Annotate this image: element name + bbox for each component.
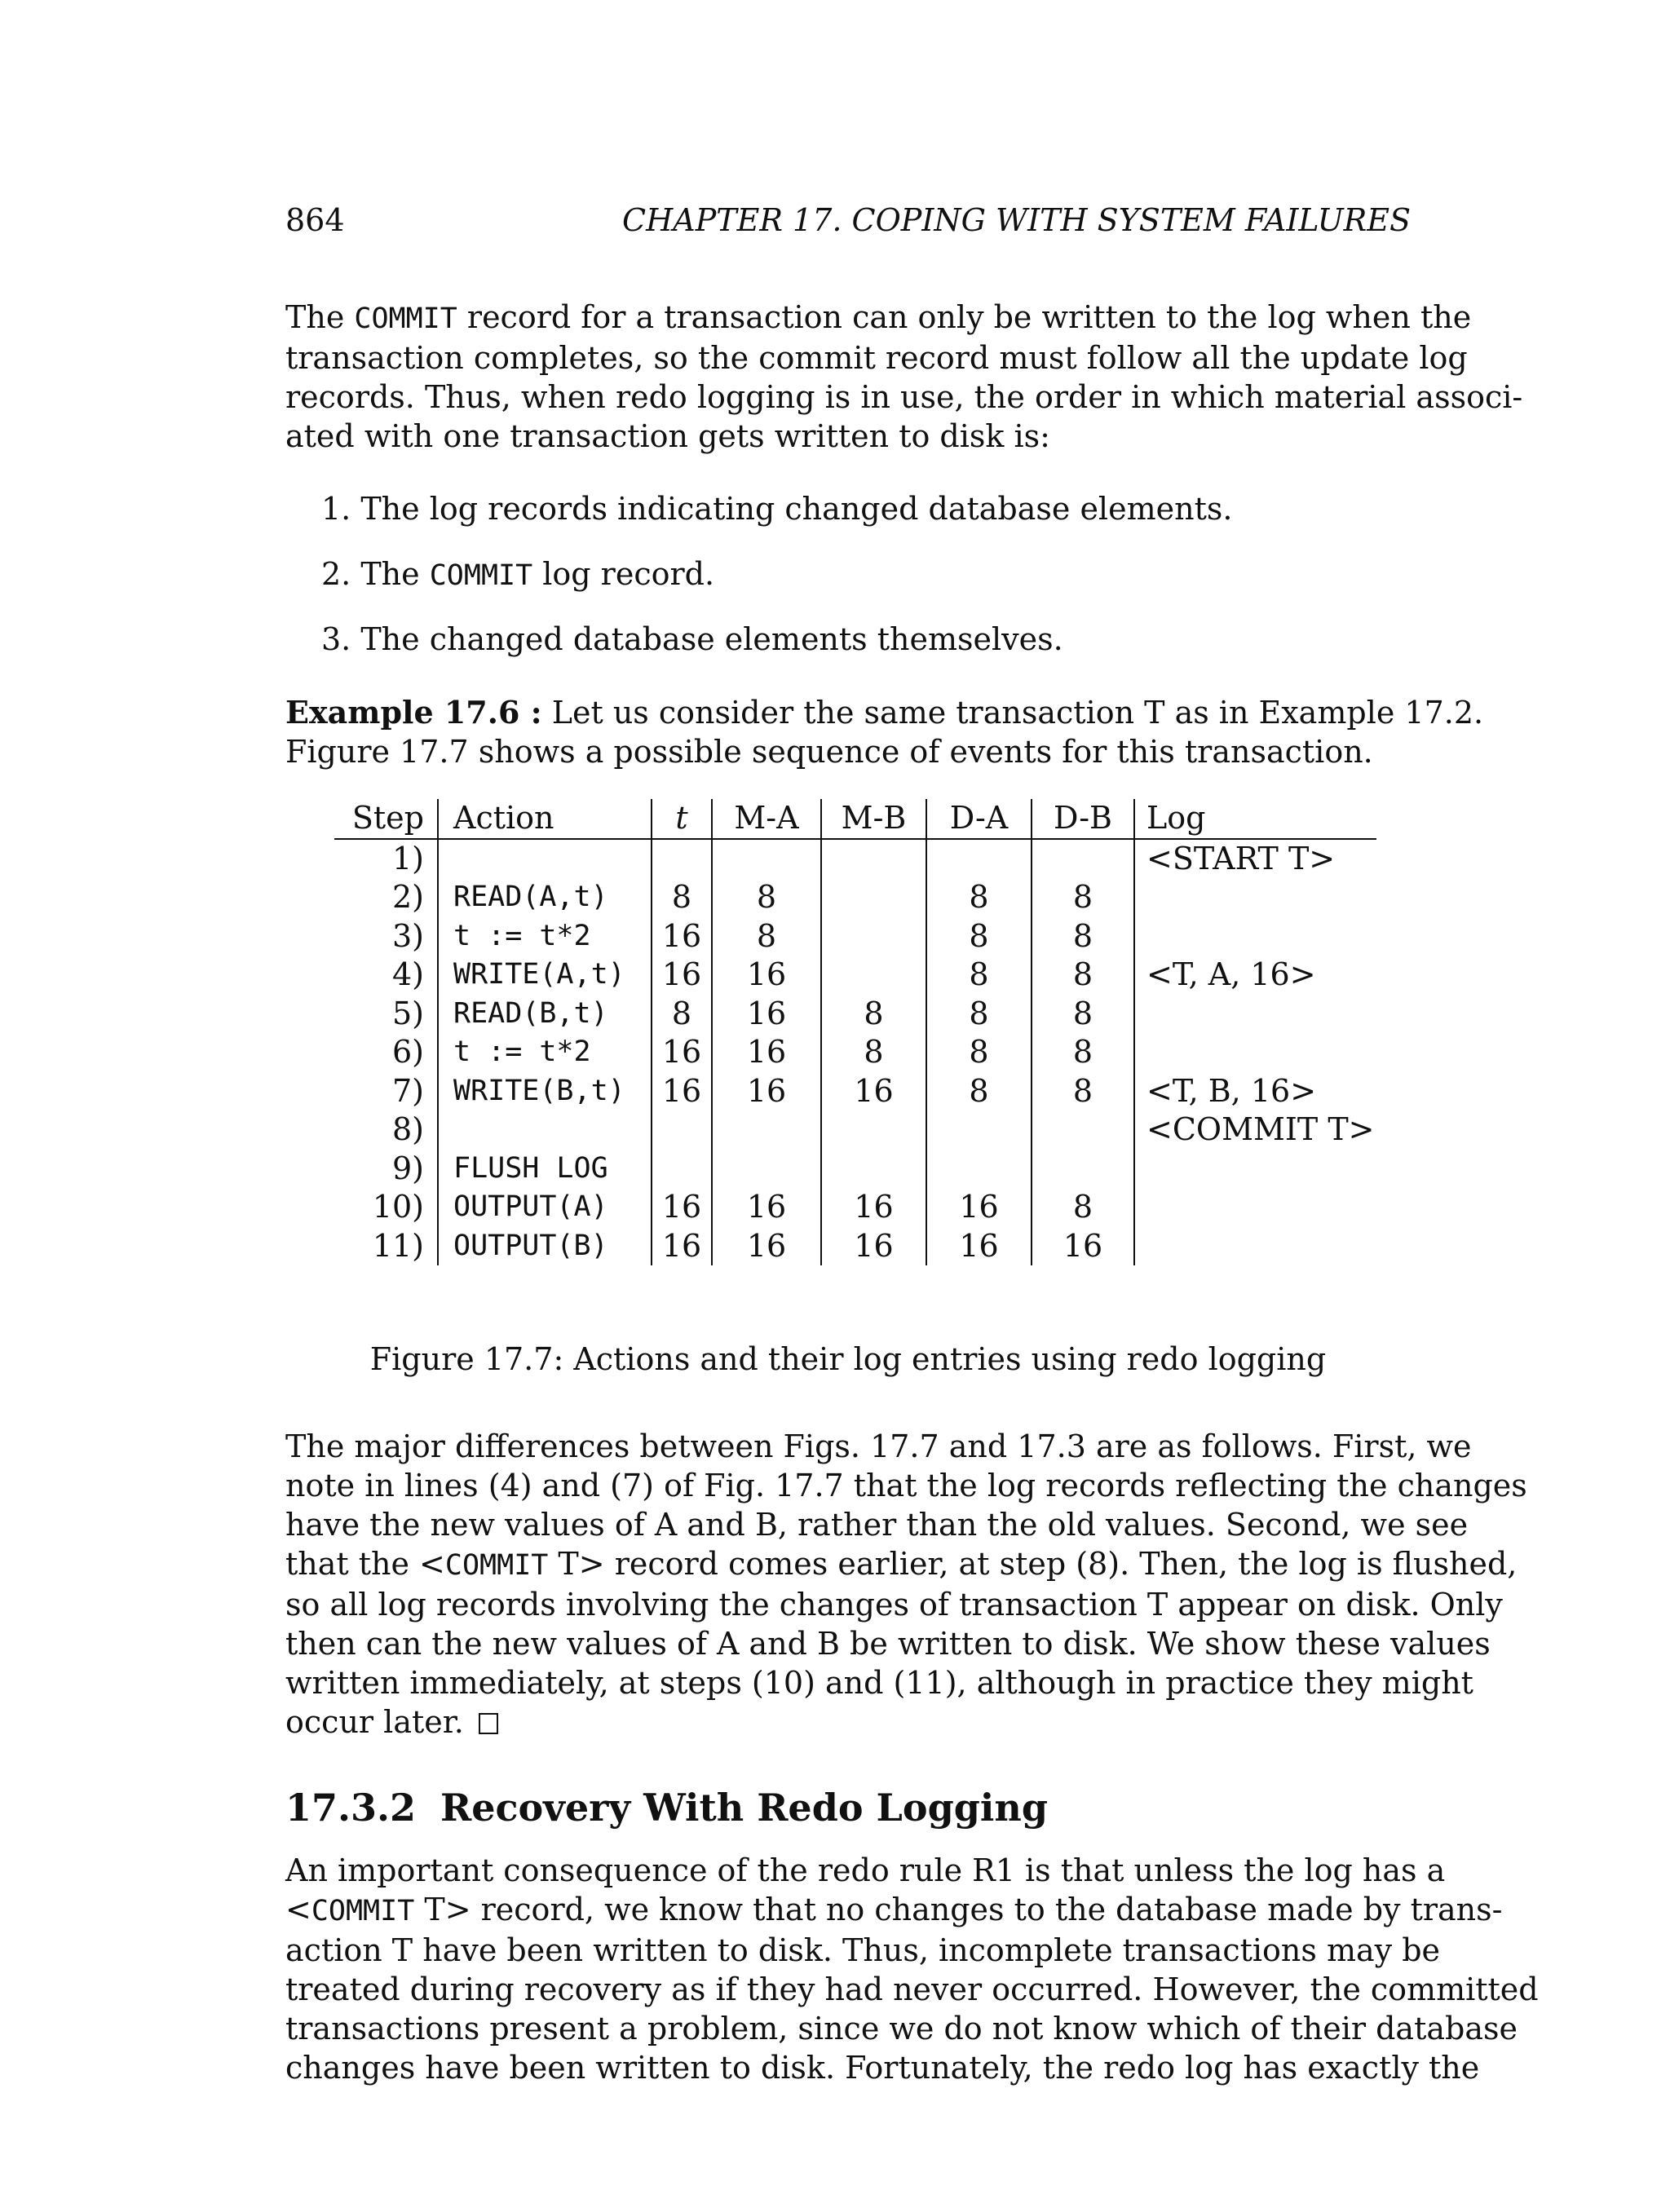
- code-keyword: COMMIT: [444, 1549, 549, 1582]
- text-line: written immediately, at steps (10) and (11), although in practice they might: [285, 1665, 1473, 1701]
- cell-action: [438, 1110, 652, 1150]
- column-header-step: Step: [334, 799, 438, 839]
- table-row: [334, 1188, 1376, 1227]
- cell-d-b: 16: [1032, 1227, 1134, 1266]
- redo-log-table: [334, 799, 1376, 1265]
- cell-action: FLUSH LOG: [438, 1150, 652, 1189]
- cell-d-b: [1032, 839, 1134, 879]
- cell-step: 4): [334, 956, 438, 995]
- text-line: have the new values of A and B, rather than the old values. Second, we see: [285, 1507, 1469, 1543]
- cell-m-a: 16: [712, 995, 821, 1034]
- cell-step: 9): [334, 1150, 438, 1189]
- cell-action: OUTPUT(A): [438, 1188, 652, 1227]
- cell-action: READ(A,t): [438, 878, 652, 917]
- section-title: Recovery With Redo Logging: [440, 1786, 1048, 1830]
- cell-step: 11): [334, 1227, 438, 1266]
- cell-d-b: 8: [1032, 878, 1134, 917]
- table-header-row: [334, 799, 1376, 839]
- cell-d-b: [1032, 1110, 1134, 1150]
- cell-log: [1134, 1150, 1376, 1189]
- cell-t: 8: [652, 995, 712, 1034]
- column-header-d-b: D-B: [1032, 799, 1134, 839]
- text-line: ated with one transaction gets written to disk is:: [285, 418, 1050, 454]
- column-header-action: Action: [438, 799, 652, 839]
- cell-m-a: [712, 839, 821, 879]
- differences-paragraph: [285, 1427, 1527, 1742]
- column-header-t: t: [652, 799, 712, 839]
- cell-m-a: 16: [712, 1033, 821, 1072]
- cell-t: 16: [652, 1188, 712, 1227]
- column-header-m-b: M-B: [821, 799, 926, 839]
- cell-log: [1134, 917, 1376, 956]
- cell-step: 8): [334, 1110, 438, 1150]
- cell-m-a: [712, 1150, 821, 1189]
- cell-t: 8: [652, 878, 712, 917]
- cell-d-b: 8: [1032, 995, 1134, 1034]
- cell-d-a: [926, 1110, 1032, 1150]
- cell-step: 7): [334, 1072, 438, 1111]
- cell-step: 1): [334, 839, 438, 879]
- column-header-d-a: D-A: [926, 799, 1032, 839]
- list-item: 3. The changed database elements themselves.: [321, 621, 1063, 657]
- cell-m-b: 8: [821, 995, 926, 1034]
- chapter-title: CHAPTER 17. COPING WITH SYSTEM FAILURES: [622, 202, 1411, 238]
- cell-step: 3): [334, 917, 438, 956]
- text-line: The major differences between Figs. 17.7 and 17.3 are as follows. First, we: [285, 1428, 1472, 1464]
- text-line: then can the new values of A and B be written to disk. We show these values: [285, 1626, 1491, 1662]
- table-row: [334, 1033, 1376, 1072]
- cell-log: [1134, 995, 1376, 1034]
- cell-action: t := t*2: [438, 917, 652, 956]
- cell-m-a: 16: [712, 956, 821, 995]
- cell-d-b: 8: [1032, 917, 1134, 956]
- text-line: note in lines (4) and (7) of Fig. 17.7 that the log records reflecting the changes: [285, 1468, 1527, 1503]
- cell-d-b: [1032, 1150, 1134, 1189]
- cell-m-a: 16: [712, 1227, 821, 1266]
- text-line: Example 17.6 : Let us consider the same transaction T as in Example 17.2.: [285, 694, 1484, 731]
- cell-d-b: 8: [1032, 956, 1134, 995]
- cell-t: 16: [652, 1033, 712, 1072]
- cell-d-a: 8: [926, 878, 1032, 917]
- cell-d-b: 8: [1032, 1033, 1134, 1072]
- cell-action: WRITE(A,t): [438, 956, 652, 995]
- table-row: [334, 995, 1376, 1034]
- cell-step: 2): [334, 878, 438, 917]
- text-line: transactions present a problem, since we do not know which of their database: [285, 2011, 1518, 2046]
- cell-log: [1134, 1227, 1376, 1266]
- write-order-list: [321, 489, 1381, 685]
- cell-action: OUTPUT(B): [438, 1227, 652, 1266]
- text-line: changes have been written to disk. Fortunately, the redo log has exactly the: [285, 2050, 1480, 2086]
- cell-log: [1134, 878, 1376, 917]
- figure-caption: Figure 17.7: Actions and their log entries using redo logging: [369, 1341, 1327, 1377]
- cell-m-b: [821, 1110, 926, 1150]
- list-item: 2. The COMMIT log record.: [321, 556, 715, 592]
- cell-m-b: [821, 878, 926, 917]
- text-line: treated during recovery as if they had never occurred. However, the committed: [285, 1971, 1539, 2007]
- text-line: The COMMIT record for a transaction can only be written to the log when the: [285, 299, 1472, 335]
- cell-m-b: [821, 956, 926, 995]
- cell-m-a: [712, 1110, 821, 1150]
- cell-log: <START T>: [1146, 840, 1336, 876]
- table-row: [334, 1110, 1376, 1150]
- cell-m-a: 16: [712, 1072, 821, 1111]
- cell-d-a: 16: [926, 1188, 1032, 1227]
- text-line: occur later.: [285, 1702, 1411, 1742]
- section-number: 17.3.2: [285, 1786, 417, 1830]
- cell-d-a: 8: [926, 995, 1032, 1034]
- cell-m-b: 16: [821, 1072, 926, 1111]
- cell-action: [438, 839, 652, 879]
- cell-d-a: [926, 1150, 1032, 1189]
- cell-step: 10): [334, 1188, 438, 1227]
- cell-log: <T, A, 16>: [1146, 956, 1316, 992]
- table-row: [334, 839, 1376, 879]
- text-line: Figure 17.7 shows a possible sequence of events for this transaction.: [285, 734, 1373, 770]
- cell-d-b: 8: [1032, 1188, 1134, 1227]
- column-header-m-a: M-A: [712, 799, 821, 839]
- table-row: [334, 878, 1376, 917]
- text-line: <COMMIT T> record, we know that no changes to the database made by trans-: [285, 1892, 1503, 1927]
- table-row: [334, 1227, 1376, 1266]
- cell-m-b: [821, 1150, 926, 1189]
- cell-t: 16: [652, 956, 712, 995]
- cell-step: 6): [334, 1033, 438, 1072]
- cell-m-b: [821, 839, 926, 879]
- table-row: [334, 1150, 1376, 1189]
- cell-d-a: 8: [926, 917, 1032, 956]
- cell-step: 5): [334, 995, 438, 1034]
- table-row: [334, 1072, 1376, 1111]
- cell-d-b: 8: [1032, 1072, 1134, 1111]
- text-line: transaction completes, so the commit record must follow all the update log: [285, 340, 1468, 376]
- column-header-log: Log: [1134, 799, 1376, 839]
- text-line: records. Thus, when redo logging is in use, the order in which material associ-: [285, 379, 1523, 415]
- page-number: 864: [285, 202, 345, 238]
- cell-m-a: 8: [712, 878, 821, 917]
- intro-paragraph: [285, 298, 1523, 456]
- code-keyword: COMMIT: [429, 559, 533, 592]
- text-line: An important consequence of the redo rule R1 is that unless the log has a: [285, 1852, 1446, 1888]
- recovery-paragraph: [285, 1851, 1539, 2087]
- list-item: 1. The log records indicating changed database elements.: [321, 491, 1233, 527]
- cell-log: <COMMIT T>: [1146, 1111, 1375, 1147]
- cell-log: <T, B, 16>: [1146, 1072, 1317, 1109]
- code-keyword: COMMIT: [354, 302, 457, 335]
- example-paragraph: [285, 693, 1484, 771]
- cell-d-a: 16: [926, 1227, 1032, 1266]
- cell-m-b: [821, 917, 926, 956]
- cell-t: [652, 839, 712, 879]
- section-heading: [285, 1786, 1048, 1830]
- cell-m-a: 16: [712, 1188, 821, 1227]
- cell-t: 16: [652, 917, 712, 956]
- cell-log: [1134, 1188, 1376, 1227]
- text-line: that the <COMMIT T> record comes earlier, at step (8). Then, the log is flushed,: [285, 1546, 1518, 1582]
- table-row: [334, 956, 1376, 995]
- cell-t: [652, 1110, 712, 1150]
- example-label: Example 17.6 :: [285, 694, 542, 731]
- text-line: action T have been written to disk. Thus, incomplete transactions may be: [285, 1932, 1441, 1968]
- running-head: [285, 202, 1411, 243]
- code-keyword: COMMIT: [311, 1895, 415, 1927]
- end-of-example-square-icon: [479, 1713, 498, 1734]
- cell-d-a: 8: [926, 956, 1032, 995]
- cell-t: [652, 1150, 712, 1189]
- cell-action: t := t*2: [438, 1033, 652, 1072]
- cell-d-a: [926, 839, 1032, 879]
- text-line: so all log records involving the changes of transaction T appear on disk. Only: [285, 1587, 1503, 1623]
- cell-t: 16: [652, 1072, 712, 1111]
- cell-m-a: 8: [712, 917, 821, 956]
- cell-log: [1134, 1033, 1376, 1072]
- cell-m-b: 16: [821, 1227, 926, 1266]
- table-row: [334, 917, 1376, 956]
- cell-m-b: 8: [821, 1033, 926, 1072]
- cell-t: 16: [652, 1227, 712, 1266]
- cell-d-a: 8: [926, 1072, 1032, 1111]
- cell-action: WRITE(B,t): [438, 1072, 652, 1111]
- cell-m-b: 16: [821, 1188, 926, 1227]
- cell-d-a: 8: [926, 1033, 1032, 1072]
- cell-action: READ(B,t): [438, 995, 652, 1034]
